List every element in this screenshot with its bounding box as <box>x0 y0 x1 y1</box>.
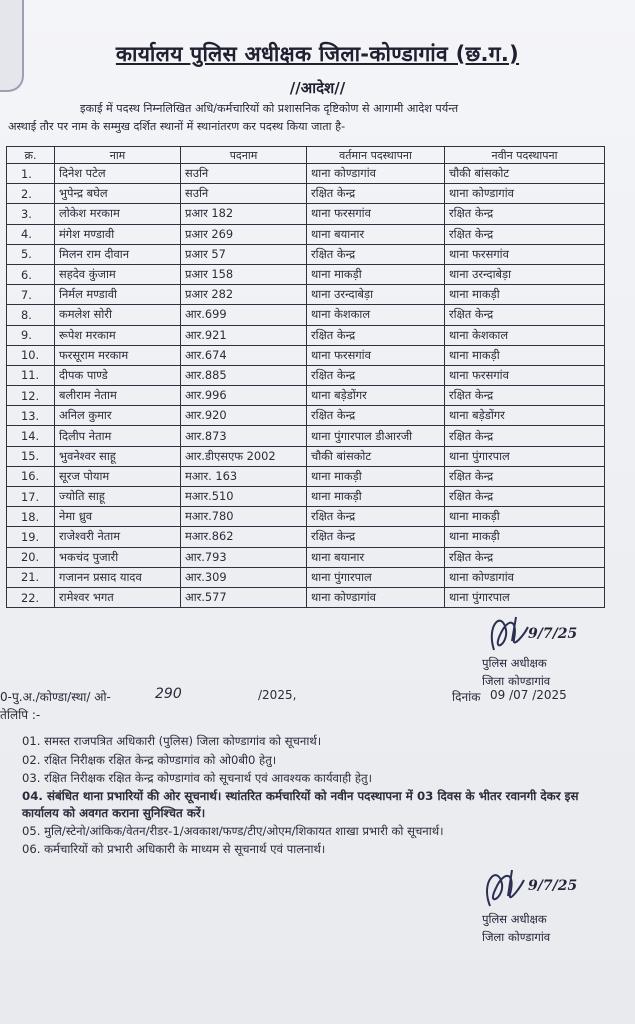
cell-name: रामेश्वर भगत <box>55 587 181 607</box>
cell-serial: 3. <box>7 204 55 224</box>
cell-designation: प्रआर 57 <box>181 244 307 264</box>
cell-name: दिनेश पटेल <box>55 164 181 184</box>
cell-serial: 1. <box>7 164 55 184</box>
reference-year: /2025, <box>258 688 297 702</box>
cell-designation: प्रआर 182 <box>181 204 307 224</box>
table-row <box>7 264 605 284</box>
table-row <box>7 487 605 507</box>
table-body <box>7 164 605 608</box>
cell-name: रूपेश मरकाम <box>55 325 181 345</box>
cell-new-posting: थाना माकड़ी <box>445 285 605 305</box>
cell-name: मंगेश मण्डावी <box>55 224 181 244</box>
intro-paragraph <box>8 100 608 136</box>
cell-serial: 12. <box>7 386 55 406</box>
cell-new-posting: थाना उरन्दाबेड़ा <box>445 264 605 284</box>
table-row <box>7 426 605 446</box>
cell-designation: आर.309 <box>181 567 307 587</box>
table-row <box>7 244 605 264</box>
cell-designation: आर.996 <box>181 386 307 406</box>
cell-serial: 20. <box>7 547 55 567</box>
transfer-table <box>6 146 605 608</box>
table-row <box>7 507 605 527</box>
reference-date-value: 09 /07 /2025 <box>490 688 567 702</box>
signature-block-1 <box>482 654 550 690</box>
cell-new-posting: रक्षित केन्द्र <box>445 224 605 244</box>
cell-new-posting: थाना कोण्डागांव <box>445 567 605 587</box>
signature-district-1: जिला कोण्डागांव <box>482 674 551 688</box>
cell-current-posting: रक्षित केन्द्र <box>307 527 445 547</box>
cell-serial: 21. <box>7 567 55 587</box>
cell-name: राजेश्वरी नेताम <box>55 527 181 547</box>
signature-district-2: जिला कोण्डागांव <box>482 930 551 944</box>
cell-new-posting: रक्षित केन्द्र <box>445 204 605 224</box>
table-row <box>7 345 605 365</box>
header-current-posting: वर्तमान पदस्थापना <box>307 147 445 164</box>
reference-number-prefix: 0-पु.अ./कोण्डा/स्था/ ओ- <box>0 690 111 704</box>
copy-item-2: 02. रक्षित निरीक्षक रक्षित केन्द्र कोण्डागांव को ओ0बी0 हेतु। <box>22 752 277 767</box>
copy-item-4: 04. संबंधित थाना प्रभारियों की ओर सूचनार्थ। स्थांतरित कर्मचारियों को नवीन पदस्थापना में 03 दिवस के भीतर रवानगी देकर इस कार्यालय को अवगत कराना सुनिश्चित करें। <box>22 788 579 820</box>
table-row <box>7 224 605 244</box>
cell-name: गजानन प्रसाद यादव <box>55 567 181 587</box>
cell-new-posting: रक्षित केन्द्र <box>445 487 605 507</box>
cell-current-posting: रक्षित केन्द्र <box>307 507 445 527</box>
cell-serial: 11. <box>7 365 55 385</box>
cell-designation: आर.793 <box>181 547 307 567</box>
cell-new-posting: रक्षित केन्द्र <box>445 547 605 567</box>
order-heading: //आदेश// <box>289 79 346 97</box>
cell-new-posting: थाना बड़ेडोंगर <box>445 406 605 426</box>
cell-current-posting: रक्षित केन्द्र <box>307 184 445 204</box>
cell-serial: 5. <box>7 244 55 264</box>
cell-designation: सउनि <box>181 184 307 204</box>
copy-to-list <box>22 732 592 859</box>
cell-current-posting: थाना फरसगांव <box>307 345 445 365</box>
cell-current-posting: थाना केशकाल <box>307 305 445 325</box>
table-row <box>7 547 605 567</box>
cell-new-posting: थाना पुंगारपाल <box>445 587 605 607</box>
cell-serial: 22. <box>7 587 55 607</box>
cell-designation: आर.921 <box>181 325 307 345</box>
header-designation: पदनाम <box>181 147 307 164</box>
cell-name: बलीराम नेताम <box>55 386 181 406</box>
cell-name: दीपक पाण्डे <box>55 365 181 385</box>
table-row <box>7 325 605 345</box>
copy-item-1: 01. समस्त राजपत्रित अधिकारी (पुलिस) जिला कोण्डागांव को सूचनार्थ। <box>22 734 322 748</box>
cell-current-posting: थाना माकड़ी <box>307 487 445 507</box>
cell-name: भुपेन्द्र बघेल <box>55 184 181 204</box>
intro-line-2: अस्थाई तौर पर नाम के सम्मुख दर्शित स्थानों में स्थानांतरण कर पदस्थ किया जाता है- <box>8 120 346 133</box>
cell-designation: सउनि <box>181 164 307 184</box>
table-header-row <box>7 147 605 164</box>
table-row <box>7 365 605 385</box>
signature-date-2: 9/7/25 <box>528 878 578 894</box>
cell-new-posting: थाना कोण्डागांव <box>445 184 605 204</box>
cell-name: सूरज पोयाम <box>55 466 181 486</box>
cell-serial: 10. <box>7 345 55 365</box>
header-new-posting: नवीन पदस्थापना <box>445 147 605 164</box>
reference-line <box>0 688 635 708</box>
table-row <box>7 164 605 184</box>
cell-designation: प्रआर 158 <box>181 264 307 284</box>
cell-designation: आर.920 <box>181 406 307 426</box>
table-row <box>7 305 605 325</box>
table-row <box>7 285 605 305</box>
cell-serial: 6. <box>7 264 55 284</box>
table-row <box>7 406 605 426</box>
cell-serial: 8. <box>7 305 55 325</box>
cell-designation: आर.674 <box>181 345 307 365</box>
cell-current-posting: थाना बयानार <box>307 547 445 567</box>
copy-item-5: 05. मुलि/स्टेनो/आंकिक/वेतन/रीडर-1/अवकाश/फण्ड/टीए/ओएम/शिकायत शाखा प्रभारी को सूचनार्थ। <box>22 823 444 838</box>
cell-new-posting: थाना फरसगांव <box>445 244 605 264</box>
cell-current-posting: थाना माकड़ी <box>307 466 445 486</box>
cell-current-posting: थाना बड़ेडोंगर <box>307 386 445 406</box>
cell-name: ज्योति साहू <box>55 487 181 507</box>
cell-new-posting: थाना माकड़ी <box>445 345 605 365</box>
cell-new-posting: रक्षित केन्द्र <box>445 426 605 446</box>
cell-designation: प्रआर 269 <box>181 224 307 244</box>
cell-serial: 15. <box>7 446 55 466</box>
copy-to-label: तेलिपि :- <box>0 708 41 722</box>
copy-item-6: 06. कर्मचारियों को प्रभारी अधिकारी के माध्यम से सूचनार्थ एवं पालनार्थ। <box>22 842 326 856</box>
cell-new-posting: थाना माकड़ी <box>445 527 605 547</box>
cell-current-posting: थाना कोण्डागांव <box>307 164 445 184</box>
cell-serial: 13. <box>7 406 55 426</box>
cell-current-posting: थाना बयानार <box>307 224 445 244</box>
copy-item-3: 03. रक्षित निरीक्षक रक्षित केन्द्र कोण्डागांव को सूचनार्थ एवं आवश्यक कार्यवाही हेतु। <box>22 771 373 785</box>
cell-name: फरसूराम मरकाम <box>55 345 181 365</box>
cell-name: मिलन राम दीवान <box>55 244 181 264</box>
cell-current-posting: रक्षित केन्द्र <box>307 406 445 426</box>
cell-current-posting: थाना पुंगारपाल <box>307 567 445 587</box>
cell-designation: मआर.862 <box>181 527 307 547</box>
cell-new-posting: थाना माकड़ी <box>445 507 605 527</box>
cell-serial: 9. <box>7 325 55 345</box>
cell-designation: मआर.510 <box>181 487 307 507</box>
cell-serial: 19. <box>7 527 55 547</box>
cell-current-posting: थाना उरन्दाबेड़ा <box>307 285 445 305</box>
cell-current-posting: थाना कोण्डागांव <box>307 587 445 607</box>
office-title: कार्यालय पुलिस अधीक्षक जिला-कोण्डागांव (छ.ग.) <box>115 42 520 66</box>
cell-designation: आर.873 <box>181 426 307 446</box>
cell-serial: 18. <box>7 507 55 527</box>
table-row <box>7 466 605 486</box>
signature-date-1: 9/7/25 <box>528 626 578 642</box>
cell-designation: मआर.780 <box>181 507 307 527</box>
cell-current-posting: चौकी बांसकोट <box>307 446 445 466</box>
reference-date-label: दिनांक <box>452 690 481 704</box>
cell-current-posting: रक्षित केन्द्र <box>307 365 445 385</box>
table-row <box>7 446 605 466</box>
cell-serial: 14. <box>7 426 55 446</box>
cell-current-posting: थाना माकड़ी <box>307 264 445 284</box>
cell-designation: आर.699 <box>181 305 307 325</box>
table-row <box>7 567 605 587</box>
cell-name: सहदेव कुंजाम <box>55 264 181 284</box>
cell-current-posting: रक्षित केन्द्र <box>307 325 445 345</box>
table-row <box>7 184 605 204</box>
cell-name: लोकेश मरकाम <box>55 204 181 224</box>
header-serial: क्र. <box>7 147 55 164</box>
cell-current-posting: थाना फरसगांव <box>307 204 445 224</box>
signature-designation-1: पुलिस अधीक्षक <box>482 656 547 670</box>
cell-new-posting: चौकी बांसकोट <box>445 164 605 184</box>
intro-line-1: इकाई में पदस्थ निम्नलिखित अधि/कर्मचारियों को प्रशासनिक दृष्टिकोण से आगामी आदेश पर्यन्त <box>80 102 459 115</box>
cell-new-posting: थाना पुंगारपाल <box>445 446 605 466</box>
cell-current-posting: रक्षित केन्द्र <box>307 244 445 264</box>
cell-designation: आर.885 <box>181 365 307 385</box>
cell-name: दिलीप नेताम <box>55 426 181 446</box>
table-row <box>7 386 605 406</box>
cell-name: भकचंद पुजारी <box>55 547 181 567</box>
cell-serial: 4. <box>7 224 55 244</box>
cell-new-posting: रक्षित केन्द्र <box>445 466 605 486</box>
cell-serial: 7. <box>7 285 55 305</box>
cell-serial: 17. <box>7 487 55 507</box>
table-row <box>7 527 605 547</box>
cell-name: अनिल कुमार <box>55 406 181 426</box>
cell-name: भुवनेश्वर साहू <box>55 446 181 466</box>
cell-designation: आर.डीएसएफ 2002 <box>181 446 307 466</box>
table-row <box>7 204 605 224</box>
cell-designation: प्रआर 282 <box>181 285 307 305</box>
cell-current-posting: थाना पुंगारपाल डीआरजी <box>307 426 445 446</box>
cell-name: कमलेश सोरी <box>55 305 181 325</box>
cell-new-posting: रक्षित केन्द्र <box>445 305 605 325</box>
cell-new-posting: रक्षित केन्द्र <box>445 386 605 406</box>
header-name: नाम <box>55 147 181 164</box>
cell-designation: मआर. 163 <box>181 466 307 486</box>
signature-designation-2: पुलिस अधीक्षक <box>482 912 547 926</box>
cell-designation: आर.577 <box>181 587 307 607</box>
signature-block-2 <box>482 910 550 946</box>
cell-new-posting: थाना केशकाल <box>445 325 605 345</box>
cell-name: नेमा ध्रुव <box>55 507 181 527</box>
cell-serial: 2. <box>7 184 55 204</box>
cell-name: निर्मल मण्डावी <box>55 285 181 305</box>
cell-new-posting: थाना फरसगांव <box>445 365 605 385</box>
cell-serial: 16. <box>7 466 55 486</box>
reference-number: 290 <box>155 686 182 702</box>
